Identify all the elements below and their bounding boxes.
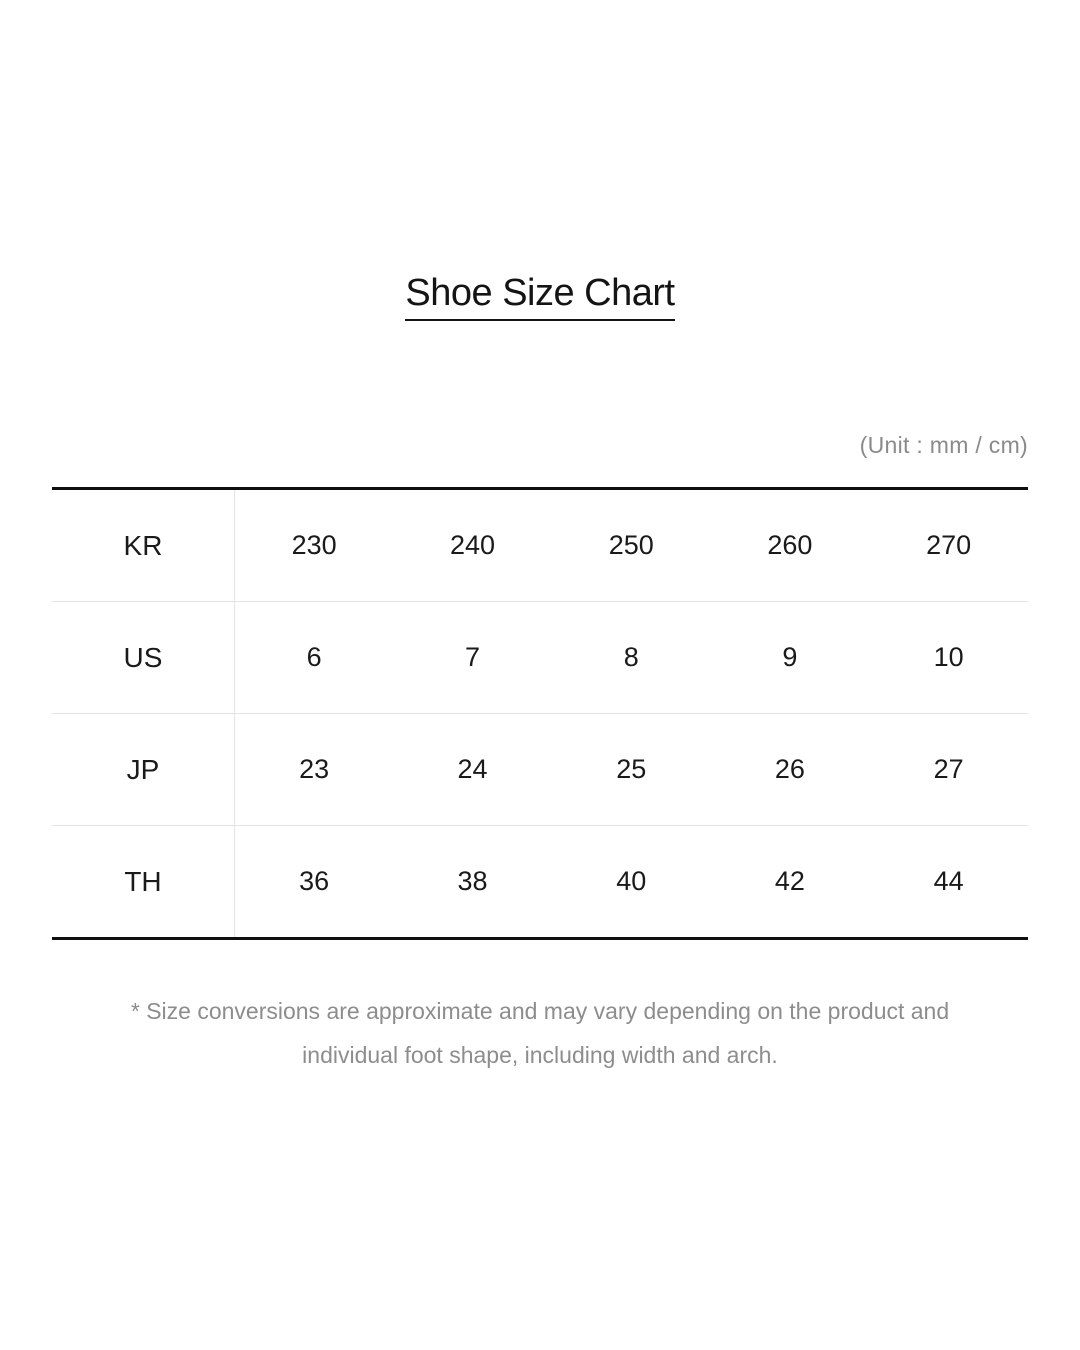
row-header-jp: JP [52, 714, 235, 826]
size-conversion-table [52, 490, 1028, 937]
cell-jp-2: 24 [457, 754, 488, 784]
cell-kr-2: 240 [450, 530, 496, 560]
row-header-kr: KR [52, 490, 235, 602]
page-title [0, 272, 1080, 315]
row-header-th: TH [52, 826, 235, 938]
cell-us-2: 7 [465, 642, 481, 672]
table-row [52, 714, 1028, 826]
cell-jp-4: 26 [774, 754, 805, 784]
cell-th-5: 44 [933, 866, 964, 896]
cell-us-3: 8 [623, 642, 639, 672]
footnote [60, 990, 1020, 1077]
table-row [52, 826, 1028, 938]
cell-jp-1: 23 [299, 754, 330, 784]
cell-th-1: 36 [299, 866, 330, 896]
footnote-line-1: * Size conversions are approximate and may vary depending on the product and [130, 998, 950, 1024]
cell-th-4: 42 [774, 866, 805, 896]
size-table-container [52, 487, 1028, 940]
cell-us-1: 6 [306, 642, 322, 672]
cell-us-5: 10 [933, 642, 964, 672]
cell-kr-5: 270 [926, 530, 972, 560]
cell-jp-5: 27 [933, 754, 964, 784]
cell-kr-4: 260 [767, 530, 813, 560]
cell-th-3: 40 [616, 866, 647, 896]
footnote-line-2: individual foot shape, including width and arch. [302, 1041, 778, 1068]
page-title-text: Shoe Size Chart [405, 272, 674, 321]
table-row [52, 602, 1028, 714]
table-bottom-rule [52, 937, 1028, 940]
cell-th-2: 38 [457, 866, 488, 896]
cell-kr-3: 250 [608, 530, 654, 560]
cell-jp-3: 25 [616, 754, 647, 784]
cell-kr-1: 230 [291, 530, 337, 560]
row-header-us: US [52, 602, 235, 714]
table-row [52, 490, 1028, 602]
cell-us-4: 9 [782, 642, 798, 672]
unit-note: (Unit : mm / cm) [859, 432, 1028, 458]
